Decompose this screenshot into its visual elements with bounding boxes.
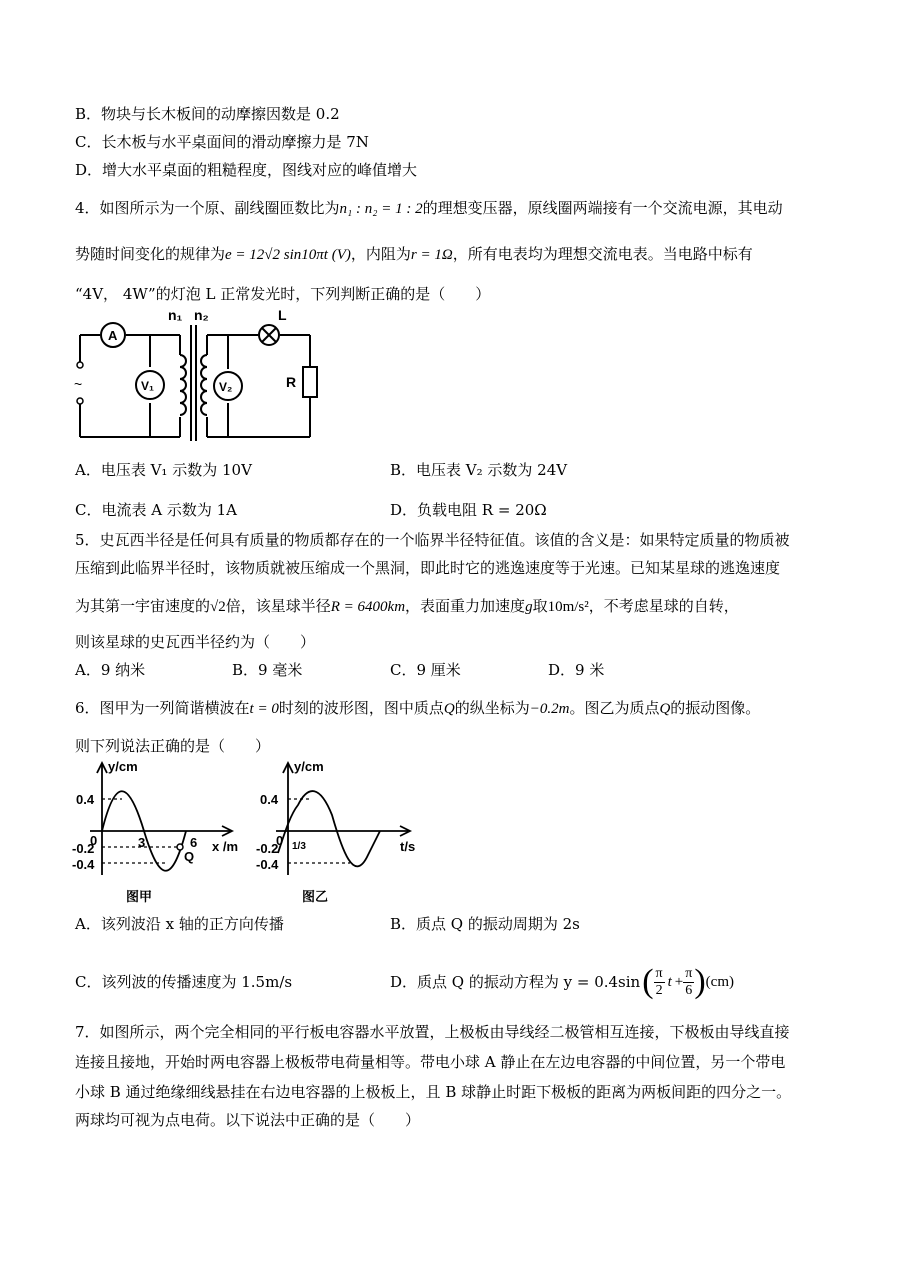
caption-jia: 图甲 <box>126 889 153 904</box>
svg-text:6: 6 <box>190 835 198 850</box>
svg-text:t/s: t/s <box>400 839 416 854</box>
q4-line3: “4V， 4W”的灯泡 L 正常发光时，下列判断正确的是（ ） <box>75 285 491 303</box>
primary-turns-label: n₁ <box>168 307 183 323</box>
q3-option-b: B．物块与长木板间的动摩擦因数是 0.2 <box>75 105 340 123</box>
q6-option-b: B．质点 Q 的振动周期为 2s <box>390 915 580 933</box>
wave-graph-jia <box>70 755 250 905</box>
svg-text:-0.2: -0.2 <box>256 841 279 856</box>
wave-x-axis-label: x /m <box>212 839 239 854</box>
tick-one-third: 1/3 <box>292 841 306 852</box>
vibration-graph-yi <box>250 755 430 905</box>
q4-turns-ratio: n₁ : n₂ = 1 : 2 <box>339 201 423 217</box>
voltmeter-v2-label: V₂ <box>219 380 233 394</box>
q4-option-c: C．电流表 A 示数为 1A <box>75 501 237 519</box>
lamp-label: L <box>278 307 287 323</box>
resistor-label: R <box>286 374 297 390</box>
q5-line3: 为其第一宇宙速度的√2倍，该星球半径R = 6400km，表面重力加速度g取10m/s²，不考虑星球的自转， <box>75 597 739 615</box>
voltmeter-v1-label: V₁ <box>141 379 154 393</box>
q7-line4: 两球均可视为点电荷。以下说法中正确的是（ ） <box>75 1111 421 1129</box>
svg-text:y/cm: y/cm <box>294 759 324 774</box>
transformer-circuit-diagram <box>70 305 330 445</box>
q5-option-a: A．9 纳米 <box>75 661 146 679</box>
q4-option-d: D．负载电阻 R = 20Ω <box>390 501 547 519</box>
q5-option-b: B．9 毫米 <box>232 661 303 679</box>
point-q-marker <box>177 844 183 850</box>
q5-line2: 压缩到此临界半径时，该物质就被压缩成一个黑洞，即此时它的逃逸速度等于光速。已知某星球的逃逸速度 <box>75 559 781 577</box>
q5-option-d: D．9 米 <box>548 661 605 679</box>
q6-option-d: D．质点 Q 的振动方程为 y = 0.4sin ( $\frac{\pi}{2}$ t + $\frac{\pi}{6}$ ) (cm) <box>390 963 734 1000</box>
q6-option-c: C．该列波的传播速度为 1.5m/s <box>75 973 293 991</box>
q4-emf-expression: e = 12√2 sin10πt (V) <box>225 247 351 263</box>
q5-option-c: C．9 厘米 <box>390 661 461 679</box>
q7-line2: 连接且接地，开始时两电容器上极板带电荷量相等。带电小球 A 静止在左边电容器的中间位置，另一个带电 <box>75 1053 786 1071</box>
q5-line4: 则该星球的史瓦西半径约为（ ） <box>75 633 316 651</box>
q3-option-c: C．长木板与水平桌面间的滑动摩擦力是 7N <box>75 133 369 151</box>
q4-option-a: A．电压表 V₁ 示数为 10V <box>75 461 252 479</box>
q7-line1: 7．如图所示，两个完全相同的平行板电容器水平放置，上极板由导线经二极管相互连接，下极板由导线直接 <box>75 1023 790 1041</box>
svg-text:0.4: 0.4 <box>260 792 279 807</box>
secondary-turns-label: n₂ <box>194 307 209 323</box>
svg-text:-0.2: -0.2 <box>72 841 95 856</box>
q6-option-a: A．该列波沿 x 轴的正方向传播 <box>75 915 284 933</box>
svg-text:-0.4: -0.4 <box>72 857 95 872</box>
point-q-label: Q <box>184 849 195 864</box>
ac-source-symbol: ~ <box>74 376 83 392</box>
q4-option-b: B．电压表 V₂ 示数为 24V <box>390 461 568 479</box>
q6-line2: 则下列说法正确的是（ ） <box>75 737 271 755</box>
q4-line2: 势随时间变化的规律为e = 12√2 sin10πt (V)，内阻为r = 1Ω，所有电表均为理想交流电表。当电路中标有 <box>75 245 753 263</box>
svg-text:3: 3 <box>138 835 146 850</box>
wave-y-axis-label: y/cm <box>108 759 138 774</box>
q7-line3: 小球 B 通过绝缘细线悬挂在右边电容器的上极板上，且 B 球静止时距下极板的距离为两板间距的四分之一。 <box>75 1083 792 1101</box>
svg-text:-0.4: -0.4 <box>256 857 279 872</box>
q3-option-d: D．增大水平桌面的粗糙程度，图线对应的峰值增大 <box>75 161 418 179</box>
ammeter-label: A <box>108 328 118 343</box>
svg-text:0.4: 0.4 <box>76 792 95 807</box>
q4-line1: 4．如图所示为一个原、副线圈匝数比为n₁ : n₂ = 1 : 2的理想变压器，原线圈两端接有一个交流电源，其电动 <box>75 199 783 217</box>
q5-line1: 5．史瓦西半径是任何具有质量的物质都存在的一个临界半径特征值。该值的含义是：如果特定质量的物质被 <box>75 531 790 549</box>
q6-line1: 6．图甲为一列简谐横波在t = 0时刻的波形图，图中质点Q的纵坐标为−0.2m。图乙为质点Q的振动图像。 <box>75 699 761 717</box>
q4-internal-resistance: r = 1Ω <box>410 247 453 263</box>
svg-text:0: 0 <box>90 833 98 848</box>
caption-yi: 图乙 <box>302 889 329 904</box>
svg-text:0: 0 <box>276 833 284 848</box>
